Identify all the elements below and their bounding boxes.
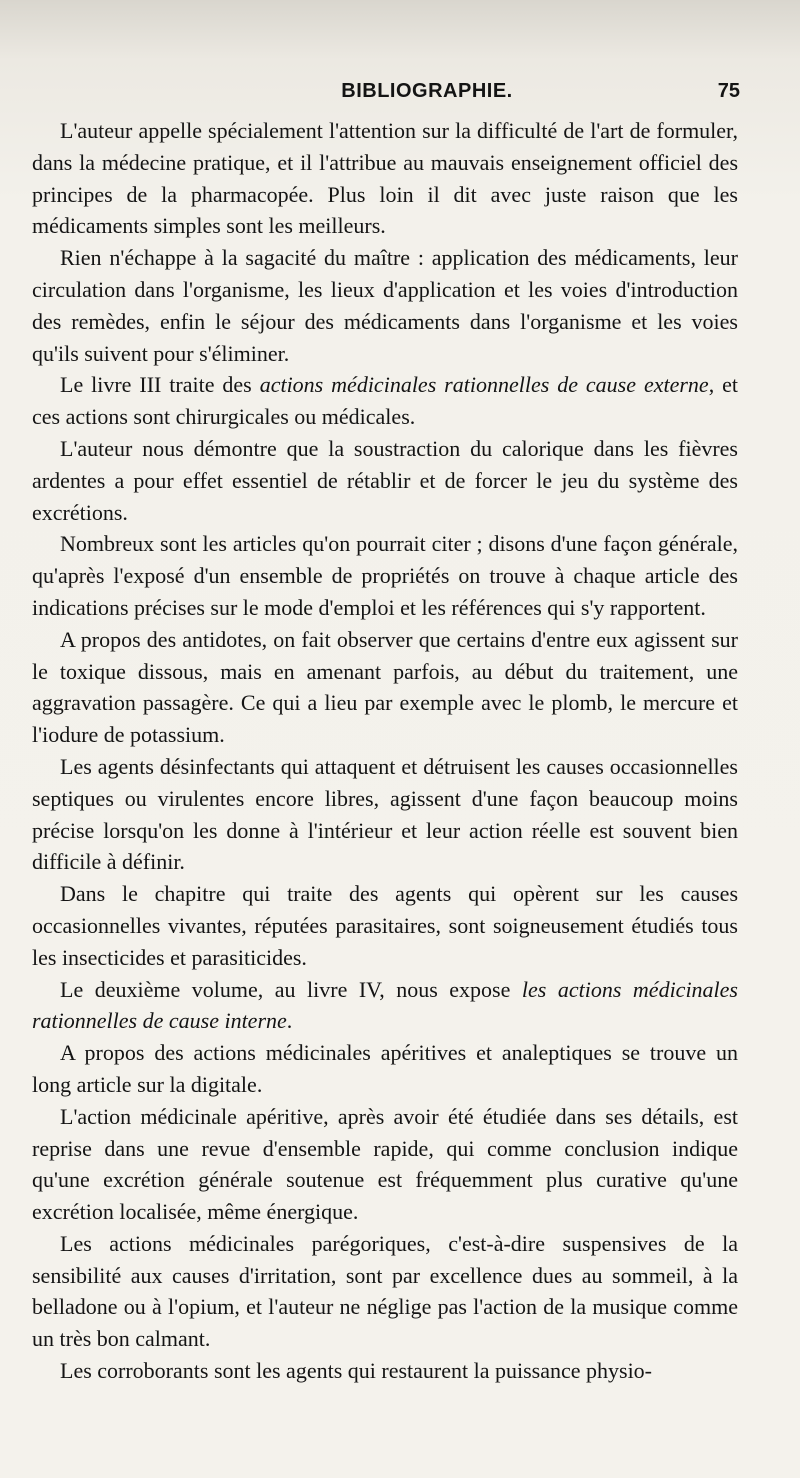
paragraph-text: Le deuxième volume, au livre IV, nous expose	[60, 976, 522, 1002]
paragraph-text: .	[286, 1008, 293, 1034]
paragraph-3	[32, 369, 738, 433]
paragraph-text: L'auteur appelle spécialement l'attention sur la difficulté de l'art de formuler, dans la médecine pratique, et il l'attribue au mauvais enseignement officiel des principes de la pharmacopée. Plus loin il dit avec juste raison que les médicaments simples sont les meilleurs.	[32, 118, 738, 239]
paragraph-4	[32, 433, 738, 528]
paragraph-text: Dans le chapitre qui traite des agents qui opèrent sur les causes occasionnelles vivantes, réputées parasitaires, sont soigneusement étudiés tous les insecticides et parasiticides.	[32, 881, 738, 970]
paragraph-text: Rien n'échappe à la sagacité du maître : application des médicaments, leur circulation dans l'organisme, les lieux d'application et les voies d'introduction des remèdes, enfin le séjour des médicaments dans l'organisme et les voies qu'ils suivent pour s'éliminer.	[32, 245, 738, 366]
page-number: 75	[717, 80, 740, 102]
paragraph-text: Nombreux sont les articles qu'on pourrait citer ; disons d'une façon générale, qu'après l'exposé d'un ensemble de propriétés on trouve à chaque article des indications précises sur le mode d'emploi et les références qui s'y rapportent.	[32, 531, 738, 620]
paragraph-text: Les agents désinfectants qui attaquent et détruisent les causes occasionnelles septiques ou virulentes encore libres, agissent d'une façon beaucoup moins précise lorsqu'on les donne à l'intérieur et leur action réelle est souvent bien difficile à définir.	[32, 753, 738, 875]
paragraph-7	[32, 751, 738, 878]
paragraph-text: A propos des antidotes, on fait observer que certains d'entre eux agissent sur le toxique dissous, mais en amenant parfois, au début du traitement, une aggravation passagère. Ce qui a lieu par exemple avec le plomb, le mercure et l'iodure de potassium.	[32, 626, 738, 748]
italic-phrase: les actions médicinales rationnelles de cause interne	[32, 976, 738, 1034]
paragraph-12	[32, 1228, 738, 1355]
paragraph-11	[32, 1101, 738, 1228]
italic-phrase: actions médicinales rationnelles de cause externe	[259, 372, 709, 398]
running-title: BIBLIOGRAPHIE.	[341, 80, 513, 102]
paragraph-6	[32, 624, 738, 751]
paragraph-text: A propos des actions médicinales apéritives et analeptiques se trouve un long article sur la digitale.	[32, 1040, 738, 1097]
paragraph-13	[32, 1355, 738, 1387]
body-text	[32, 115, 738, 1387]
paragraph-5	[32, 528, 738, 623]
running-head	[34, 80, 740, 108]
paragraph-text: Le livre III traite des	[60, 372, 260, 398]
paragraph-text: L'auteur nous démontre que la soustraction du calorique dans les fièvres ardentes a pour effet essentiel de rétablir et de forcer le jeu du système des excrétions.	[32, 435, 738, 525]
paragraph-9	[32, 974, 738, 1038]
paragraph-2	[32, 242, 738, 369]
paragraph-text: Les actions médicinales parégoriques, c'est-à-dire suspensives de la sensibilité aux causes d'irritation, sont par excellence dues au sommeil, à la belladone ou à l'opium, et l'auteur ne néglige pas l'action de la musique comme un très bon calmant.	[32, 1230, 738, 1352]
paragraph-text: Les corroborants sont les agents qui restaurent la puissance physio-	[60, 1358, 653, 1384]
paragraph-text: , et ces actions sont chirurgicales ou médicales.	[32, 372, 738, 430]
paragraph-1	[32, 115, 738, 242]
paragraph-8	[32, 878, 738, 973]
paragraph-text: L'action médicinale apéritive, après avoir été étudiée dans ses détails, est reprise dans une revue d'ensemble rapide, qui comme conclusion indique qu'une excrétion générale soutenue est fréquemment plus curative qu'une excrétion localisée, même énergique.	[32, 1103, 738, 1225]
paragraph-10	[32, 1037, 738, 1101]
